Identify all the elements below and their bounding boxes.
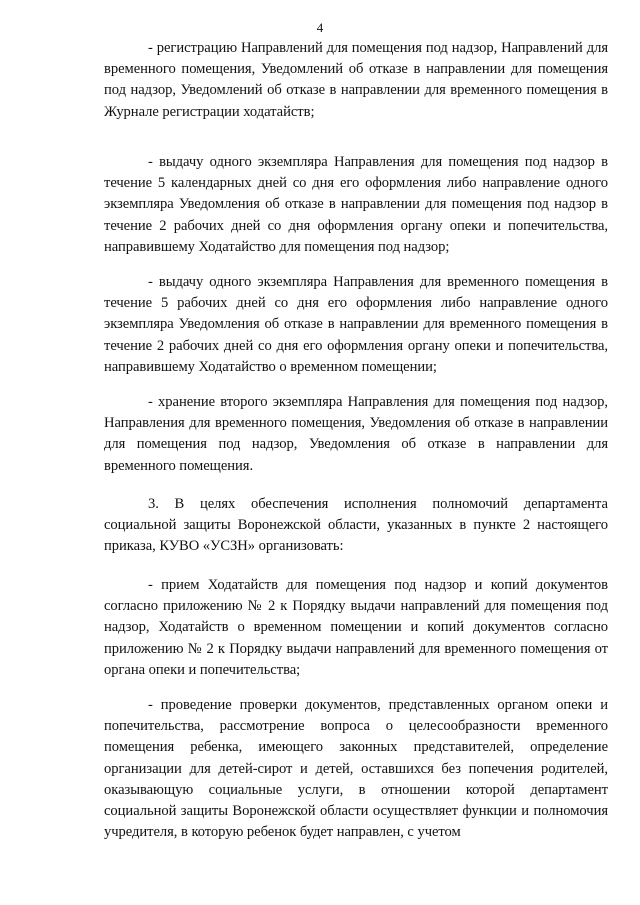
paragraph-registration: - регистрацию Направлений для помещения под надзор, Направлений для временного помещения, Уведомлений об отказе в направлении для помещения под надзор, Уведомлений об отказе в направлении для временного помещения в Журнале регистрации ходатайств; <box>104 40 608 120</box>
paragraph-clause-3: 3. В целях обеспечения исполнения полномочий департамента социальной защиты Воронежской области, указанных в пункте 2 настоящего приказа, КУВО «УСЗН» организовать: <box>104 496 608 555</box>
page-number: 4 <box>316 20 324 35</box>
paragraph-issue-supervision-referral: - выдачу одного экземпляра Направления для помещения под надзор в течение 5 календарных дней со дня его оформления либо направление одного экземпляра Уведомления об отказе в направлении для помещения под надзор в течение 2 рабочих дней со дня оформления органу опеки и попечительства, направившему Ходатайство для помещения под надзор; <box>104 154 608 255</box>
paragraph-reception-petitions: - прием Ходатайств для помещения под надзор и копий документов согласно приложению № 2 к Порядку выдачи направлений для помещения под надзор, Ходатайств о временном помещении и копий документов согласно приложению № 2 к Порядку выдачи направлений для временного помещения от органа опеки и попечительства; <box>104 577 608 678</box>
paragraph-document-check: - проведение проверки документов, представленных органом опеки и попечительства, рассмотрение вопроса о целесообразности временного помещения ребенка, имеющего законных представителей, определение организации для детей-сирот и детей, оставшихся без попечения родителей, оказывающую социальные услуги, в отношении которой департамент социальной защиты Воронежской области осуществляет функции и полномочия учредителя, в которую ребенок будет направлен, с учетом <box>104 697 608 841</box>
paragraph-storage-second-copy: - хранение второго экземпляра Направления для помещения под надзор, Направления для временного помещения, Уведомления об отказе в направлении для помещения под надзор, Уведомления об отказе в направлении для временного помещения. <box>104 394 608 474</box>
paragraph-issue-temporary-referral: - выдачу одного экземпляра Направления для временного помещения в течение 5 рабочих дней со дня его оформления либо направление одного экземпляра Уведомления об отказе в направлении для временного помещения в течение 2 рабочих дней со дня его оформления органу опеки и попечительства, направившему Ходатайство о временном помещении; <box>104 274 608 375</box>
